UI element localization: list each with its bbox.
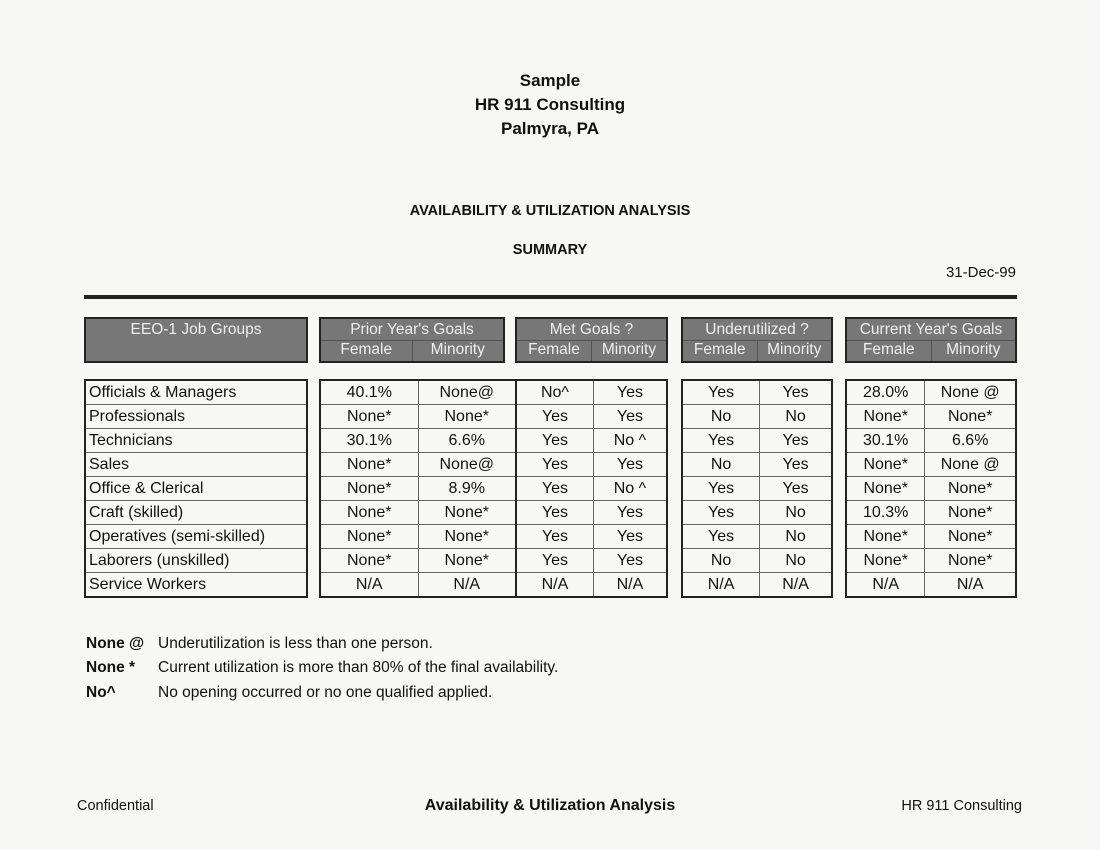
prior-minority-cell: 8.9%	[418, 477, 516, 501]
current-minority-cell: None*	[925, 405, 1016, 429]
under-minority-cell: No	[760, 549, 832, 573]
met-minority-cell: Yes	[593, 405, 667, 429]
current-minority-cell: None @	[925, 380, 1016, 405]
table-row	[682, 525, 832, 549]
under-female-label: Female	[693, 341, 746, 358]
table-row	[320, 429, 516, 453]
table-row	[516, 429, 667, 453]
current-minority-cell: None*	[925, 525, 1016, 549]
met-female-cell: Yes	[516, 501, 593, 525]
met-minority-cell: N/A	[616, 575, 644, 593]
current-female-cell: None*	[846, 549, 925, 573]
job-group-cell: Sales	[85, 453, 307, 477]
job-group-cell: Officials & Managers	[85, 380, 307, 405]
table-row	[85, 405, 307, 429]
met-female-cell: Yes	[516, 525, 593, 549]
job-group-cell: Service Workers	[89, 575, 207, 593]
current-female-cell: None*	[846, 453, 925, 477]
current-goals-table	[845, 379, 1017, 598]
table-row	[516, 380, 667, 405]
under-female-cell: Yes	[682, 429, 760, 453]
met-goals-title: Met Goals ?	[549, 321, 634, 338]
table-row	[85, 477, 307, 501]
under-female-cell: Yes	[682, 380, 760, 405]
current-female-cell: None*	[846, 525, 925, 549]
table-row	[320, 549, 516, 573]
prior-minority-label: Minority	[412, 341, 504, 361]
under-female-cell: No	[682, 453, 760, 477]
underutilized-table	[681, 379, 833, 598]
met-minority-cell: Yes	[593, 453, 667, 477]
legend-key: None @	[86, 635, 145, 652]
prior-minority-cell: None@	[418, 453, 516, 477]
current-minority-cell: None*	[925, 501, 1016, 525]
table-row	[846, 380, 1016, 405]
footer-confidential: Confidential	[77, 798, 154, 814]
table-row	[516, 573, 667, 598]
under-female-cell: N/A	[682, 573, 760, 598]
prior-female-cell: None*	[320, 525, 418, 549]
prior-minority-cell: None*	[418, 405, 516, 429]
current-female-cell: 28.0%	[846, 380, 925, 405]
prior-minority-cell: 6.6%	[418, 429, 516, 453]
under-minority-cell: Yes	[760, 380, 832, 405]
met-minority-cell: Yes	[593, 501, 667, 525]
table-row	[846, 573, 1016, 598]
met-female-cell: No^	[516, 380, 593, 405]
under-minority-cell: Yes	[760, 453, 832, 477]
met-female-label: Female	[528, 341, 580, 358]
table-row	[846, 405, 1016, 429]
met-female-cell: Yes	[516, 429, 593, 453]
met-goals-header	[515, 317, 668, 363]
table-row	[320, 405, 516, 429]
under-minority-cell: Yes	[760, 477, 832, 501]
current-goals-header	[845, 317, 1017, 363]
prior-female-cell: 40.1%	[320, 380, 418, 405]
table-row	[320, 525, 516, 549]
table-row	[516, 549, 667, 573]
job-groups-header-label: EEO-1 Job Groups	[130, 321, 262, 338]
table-row	[85, 380, 307, 405]
legend-item	[86, 635, 433, 653]
table-row	[85, 573, 307, 598]
current-female-cell: 10.3%	[846, 501, 925, 525]
table-row	[516, 525, 667, 549]
met-female-cell: Yes	[516, 405, 593, 429]
under-minority-cell: Yes	[760, 429, 832, 453]
job-group-cell: Operatives (semi-skilled)	[85, 525, 307, 549]
table-row	[682, 380, 832, 405]
legend-key: None *	[86, 659, 136, 676]
legend-item	[86, 659, 558, 677]
table-row	[320, 380, 516, 405]
under-female-cell: Yes	[682, 525, 760, 549]
company-label: Sample	[519, 71, 581, 90]
job-group-cell: Laborers (unskilled)	[85, 549, 307, 573]
under-minority-cell: N/A	[782, 575, 809, 593]
table-row	[846, 453, 1016, 477]
met-female-cell: N/A	[516, 573, 593, 598]
company-location: Palmyra, PA	[501, 119, 599, 138]
job-group-cell: Craft (skilled)	[85, 501, 307, 525]
report-title: AVAILABILITY & UTILIZATION ANALYSIS	[409, 203, 691, 219]
under-minority-label: Minority	[757, 341, 832, 361]
table-row	[846, 429, 1016, 453]
divider-rule	[84, 295, 1017, 299]
company-name: HR 911 Consulting	[474, 95, 626, 114]
prior-goals-header	[319, 317, 505, 363]
met-minority-label: Minority	[591, 341, 666, 361]
met-minority-cell: No ^	[593, 429, 667, 453]
job-group-cell: Professionals	[85, 405, 307, 429]
under-female-cell: Yes	[682, 477, 760, 501]
table-row	[85, 549, 307, 573]
table-row	[846, 501, 1016, 525]
legend-text: Underutilization is less than one person.	[158, 635, 433, 652]
met-female-cell: Yes	[516, 549, 593, 573]
under-female-cell: No	[682, 405, 760, 429]
table-row	[682, 405, 832, 429]
table-row	[682, 429, 832, 453]
prior-female-cell: None*	[320, 405, 418, 429]
met-minority-cell: Yes	[593, 525, 667, 549]
under-female-cell: Yes	[682, 501, 760, 525]
current-minority-label: Minority	[931, 341, 1016, 361]
current-minority-cell: N/A	[956, 575, 984, 593]
table-row	[320, 573, 516, 598]
prior-minority-cell: None*	[418, 549, 516, 573]
table-row	[846, 525, 1016, 549]
under-minority-cell: No	[760, 405, 832, 429]
legend-text: Current utilization is more than 80% of the final availability.	[158, 659, 559, 676]
under-minority-cell: No	[760, 525, 832, 549]
table-row	[320, 453, 516, 477]
met-female-cell: Yes	[516, 453, 593, 477]
prior-female-cell: 30.1%	[320, 429, 418, 453]
table-row	[682, 501, 832, 525]
legend-key: No^	[86, 684, 116, 701]
job-groups-header	[84, 317, 308, 363]
prior-goals-table	[319, 379, 517, 598]
current-female-cell: 30.1%	[846, 429, 925, 453]
prior-female-cell: None*	[320, 501, 418, 525]
underutilized-title: Underutilized ?	[705, 321, 809, 338]
table-row	[516, 405, 667, 429]
current-female-cell: None*	[846, 477, 925, 501]
job-group-cell: Technicians	[85, 429, 307, 453]
prior-female-cell: None*	[320, 453, 418, 477]
current-female-cell: None*	[846, 405, 925, 429]
prior-female-cell: None*	[320, 477, 418, 501]
prior-female-cell: None*	[320, 549, 418, 573]
current-goals-title: Current Year's Goals	[859, 321, 1003, 338]
prior-female-cell: N/A	[320, 573, 418, 598]
footer-company: HR 911 Consulting	[901, 798, 1022, 814]
met-minority-cell: No ^	[593, 477, 667, 501]
table-row	[320, 477, 516, 501]
job-group-cell: Office & Clerical	[85, 477, 307, 501]
prior-minority-cell: None@	[418, 380, 516, 405]
table-row	[682, 453, 832, 477]
table-row	[85, 429, 307, 453]
table-row	[516, 501, 667, 525]
table-row	[516, 477, 667, 501]
table-row	[682, 477, 832, 501]
underutilized-header	[681, 317, 833, 363]
prior-minority-cell: None*	[418, 525, 516, 549]
job-groups-table	[84, 379, 308, 598]
table-row	[85, 501, 307, 525]
table-row	[846, 549, 1016, 573]
report-subtitle: SUMMARY	[512, 242, 588, 258]
under-female-cell: No	[682, 549, 760, 573]
met-minority-cell: Yes	[593, 549, 667, 573]
table-row	[682, 549, 832, 573]
current-minority-cell: 6.6%	[925, 429, 1016, 453]
legend-item	[86, 684, 492, 702]
met-minority-cell: Yes	[593, 380, 667, 405]
current-minority-cell: None @	[925, 453, 1016, 477]
table-row	[516, 453, 667, 477]
current-female-cell: N/A	[846, 573, 925, 598]
met-female-cell: Yes	[516, 477, 593, 501]
prior-minority-cell: None*	[418, 501, 516, 525]
table-row	[846, 477, 1016, 501]
legend-text: No opening occurred or no one qualified applied.	[158, 684, 493, 701]
table-row	[85, 453, 307, 477]
current-minority-cell: None*	[925, 549, 1016, 573]
current-minority-cell: None*	[925, 477, 1016, 501]
report-date: 31-Dec-99	[945, 264, 1016, 281]
prior-female-label: Female	[340, 341, 393, 358]
table-row	[682, 573, 832, 598]
footer-title: Availability & Utilization Analysis	[424, 797, 676, 814]
table-row	[85, 525, 307, 549]
table-row	[320, 501, 516, 525]
prior-goals-title: Prior Year's Goals	[350, 321, 474, 338]
under-minority-cell: No	[760, 501, 832, 525]
current-female-label: Female	[862, 341, 915, 358]
met-goals-table	[515, 379, 668, 598]
prior-minority-cell: N/A	[453, 575, 481, 593]
